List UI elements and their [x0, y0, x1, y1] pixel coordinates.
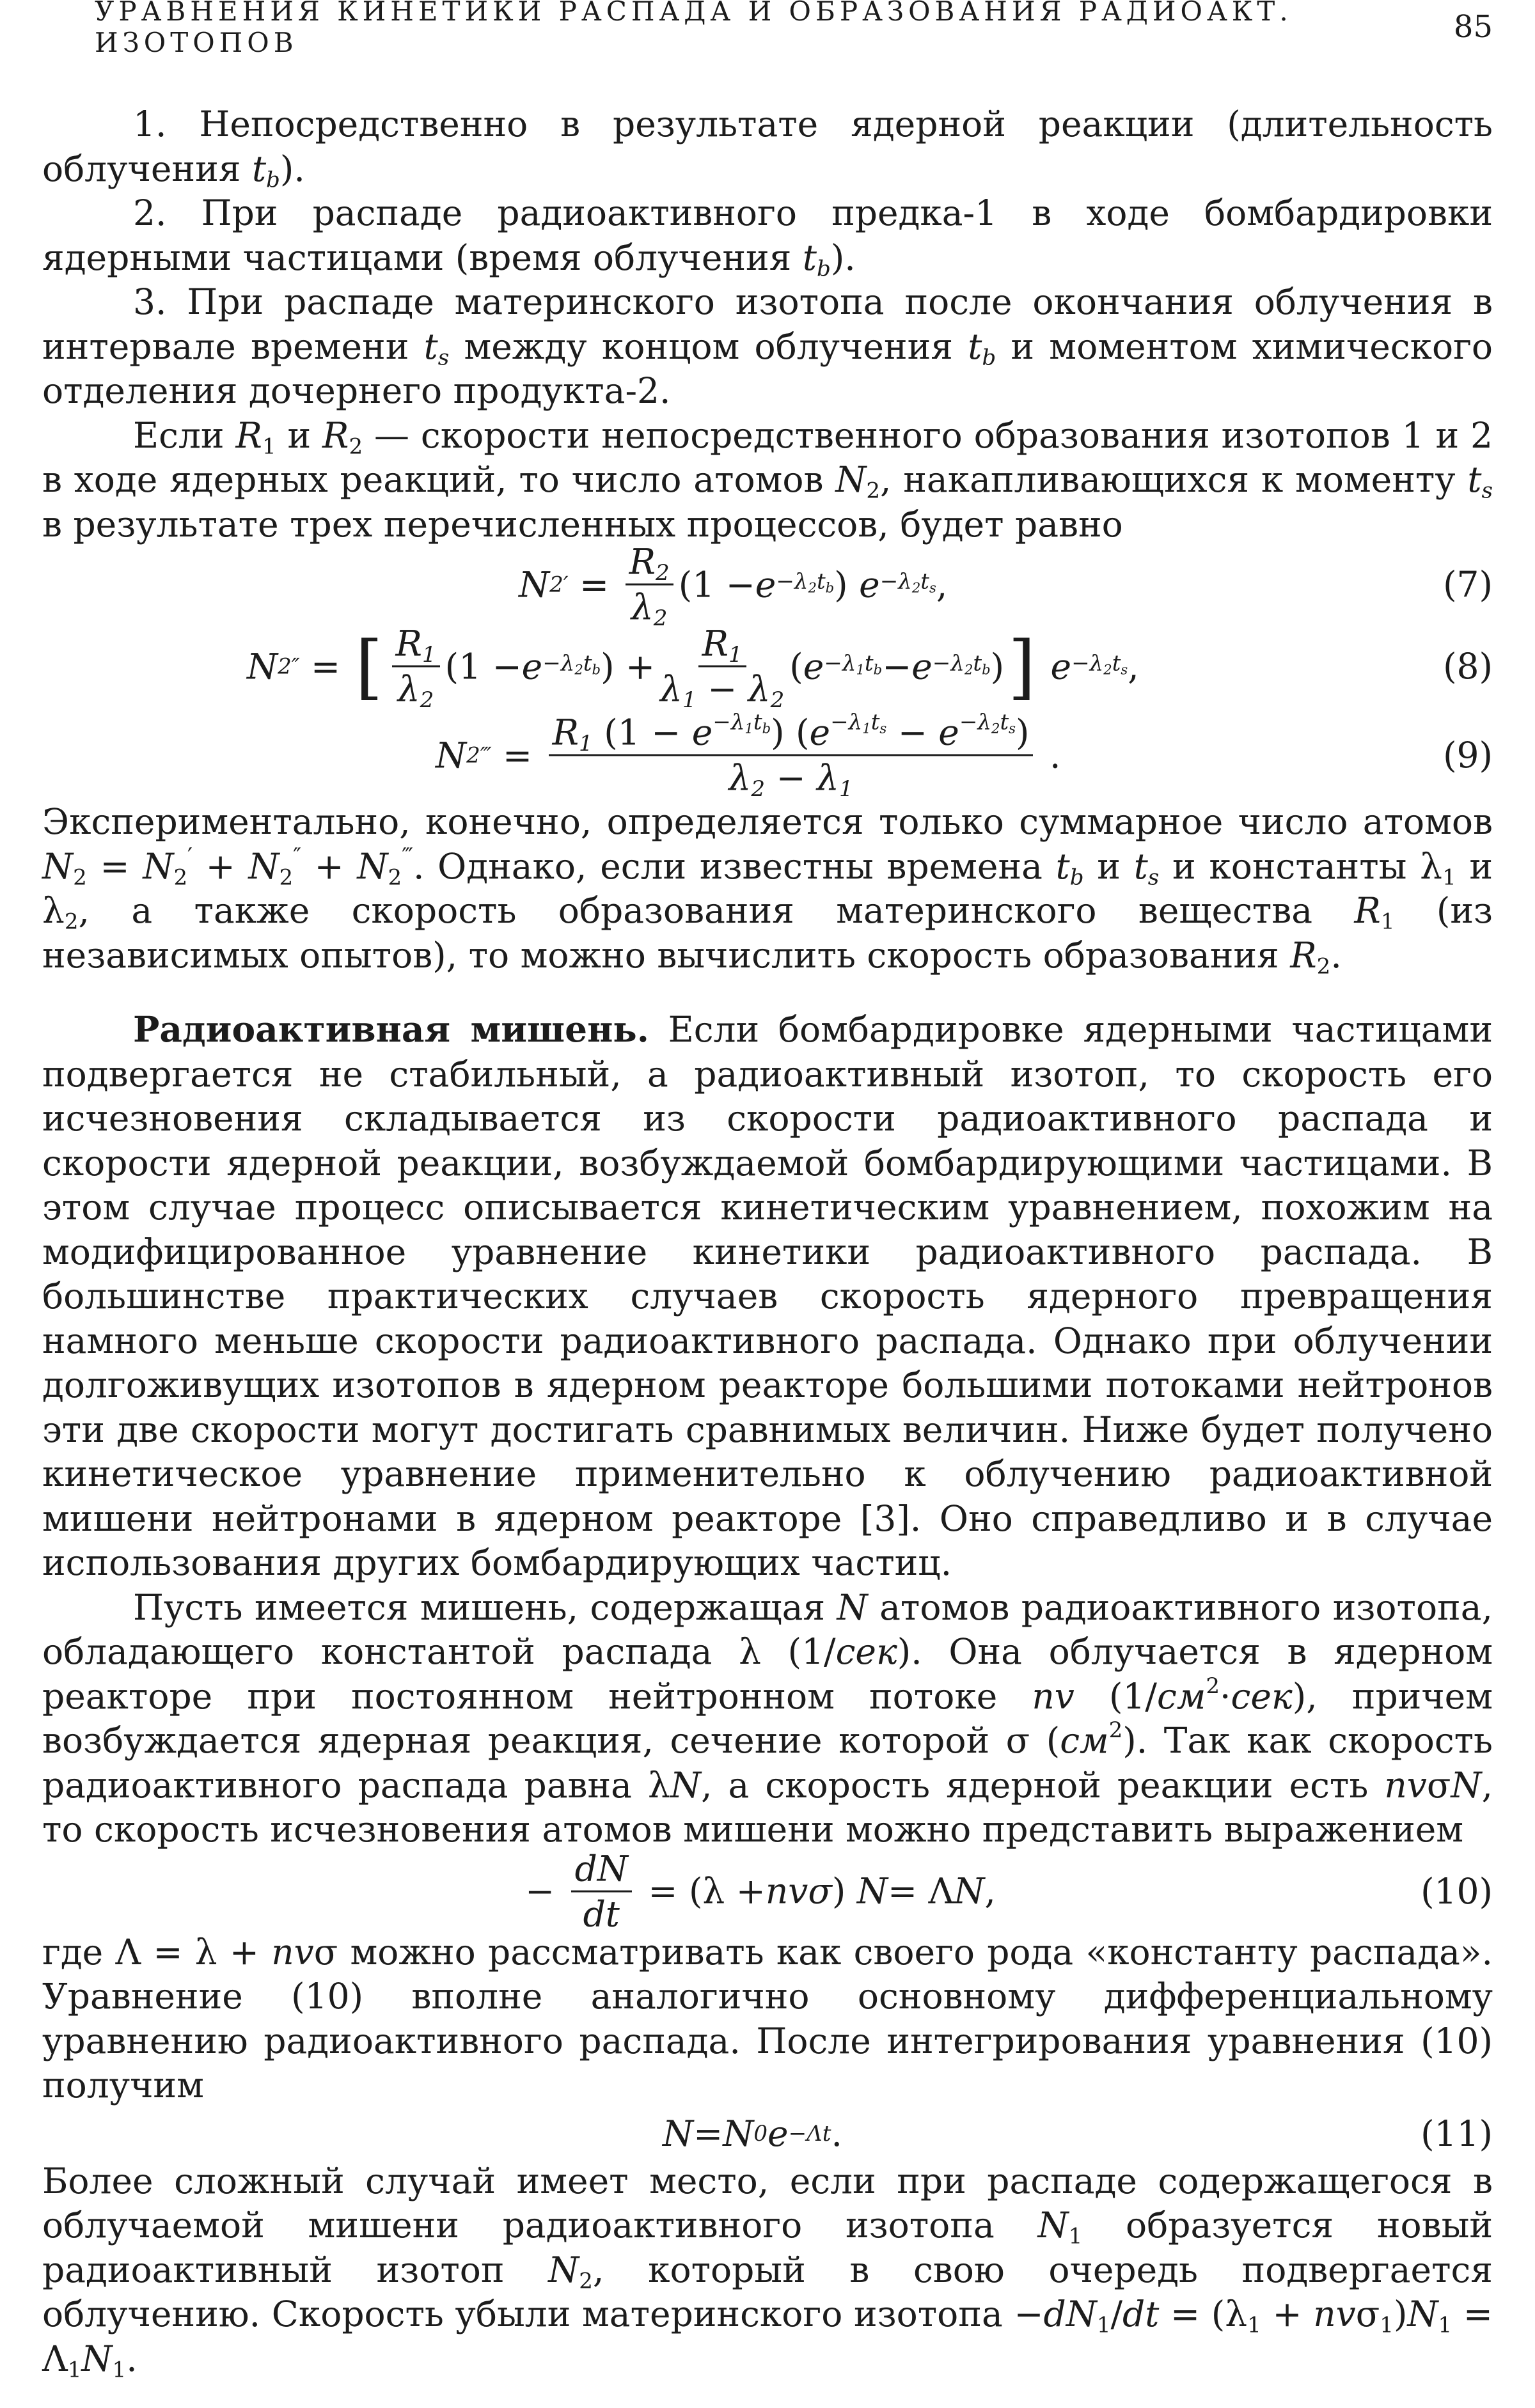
paragraph-experimental: Экспериментально, конечно, определяется только суммарное число атомов $N_2 = N_2' + N_2'' + N_2^‴$. Однако, если известны времена $t_b$ и $t_s$ и константы $\lambda_1$ и $\lambda_2$, а также скорость образования материнского вещества $R_1$ (из независимых опытов), то можно вычислить скорость образования $R_2$.: [42, 801, 1493, 980]
equation-9: N 2 ‴ = $\frac{R_1 (1 - e^{-\lambda_1t_b}) (e^{-\lambda_1t_s} - e^{-\lambda_2t_s})}{\lambda_2 - \lambda_1}$ . (9): [436, 709, 1493, 802]
equation-number: (8): [1443, 646, 1493, 687]
equation-number: (9): [1443, 735, 1493, 776]
equation-10: − $\frac{dN}{dt}$ = (λ + nvσ ) N = Λ N , (10): [525, 1848, 1493, 1934]
paragraph-target-definition: Пусть имеется мишень, содержащая N атомов радиоактивного изотопа, обладающего константой распада λ (1/сек). Она облучается в ядерном реакторе при постоянном нейтронном потоке nv $(1/см^2\cdot сек)$, причем возбуждается ядерная реакция, сечение которой σ $(см^2)$. Так как скорость радиоактивного распада равна λN, а скорость ядерной реакции есть nvσN, то скорость исчезновения атомов мишени можно представить выражением: [42, 1586, 1493, 1850]
section-heading: Радиоактивная мишень.: [133, 1008, 649, 1050]
equation-7: N 2 ′ = $\frac{R_2}{\lambda_2}$ (1 − e $-\lambda_2t_b$ ) e $-\lambda_2t_s$ , (7): [519, 541, 1493, 632]
section-spacer: [42, 978, 1493, 1007]
page-body: [42, 102, 1493, 2381]
equation-8: N 2 ″ = [ $\frac{R_1}{\lambda_2}$ (1 − e $-\lambda_2t_b$ ) + $\frac{R_1}{\lambda_1 - \lambda_2}$ ( e $-\lambda_1t_b$ − e $-\lambda_2t_b$ ) ] e $-\lambda_2t_s$ , (8): [247, 623, 1493, 714]
equation-number: (7): [1443, 564, 1493, 605]
paragraph-radioactive-target: Радиоактивная мишень. Если бомбардировке ядерными частицами подвергается не стабильный, а радиоактивный изотоп, то скорость его исчезновения складывается из скорости радиоактивного распада и скорости ядерной реакции, возбуждаемой бомбардирующими частицами. В этом случае процесс описывается кинетическим уравнением, похожим на модифицированное уравнение кинетики радиоактивного распада. В большинстве практических случаев скорость ядерного превращения намного меньше скорости радиоактивного распада. Однако при облучении долгоживущих изотопов в ядерном реакторе большими потоками нейтронов эти две скорости могут достигать сравнимых величин. Ниже будет получено кинетическое уравнение применительно к облучению радиоактивной мишени нейтронами в ядерном реакторе [3]. Оно справедливо и в случае использования других бомбардирующих частиц.: [42, 1008, 1493, 1583]
equation-number: (10): [1421, 1870, 1493, 1912]
header-title: УРАВНЕНИЯ КИНЕТИКИ РАСПАДА И ОБРАЗОВАНИЯ РАДИОАКТ. ИЗОТОПОВ: [95, 0, 1293, 58]
equation-11: N = N 0 e −Λt . (11): [663, 2113, 1493, 2154]
paragraph-rates: Если $R_1$ и $R_2$ — скорости непосредственного образования изотопов 1 и 2 в ходе ядерных реакций, то число атомов $N_2$, накапливающихся к моменту $t_s$ в результате трех перечисленных процессов, будет равно: [42, 414, 1493, 545]
paragraph-item-2: 2. При распаде радиоактивного предка-1 в ходе бомбардировки ядерными частицами (время облучения $t_b$).: [42, 192, 1493, 282]
paragraph-complex-case: Более сложный случай имеет место, если при распаде содержащегося в облучаемой мишени радиоактивного изотопа $N_1$ образуется новый радиоактивный изотоп $N_2$, который в свою очередь подвергается облучению. Скорость убыли материнского изотопа $-dN_1/dt = (\lambda_1 + nv\sigma_1)N_1 = \Lambda_1N_1$.: [42, 2160, 1493, 2383]
equation-number: (11): [1421, 2113, 1493, 2154]
paragraph-decay-constant: где Λ = λ + nvσ можно рассматривать как своего рода «константу распада». Уравнение (10) вполне аналогично основному дифференциальному уравнению радиоактивного распада. После интегрирования уравнения (10) получим: [42, 1931, 1493, 2106]
paragraph-item-3: 3. При распаде материнского изотопа после окончания облучения в интервале времени $t_s$ между концом облучения $t_b$ и моментом химического отделения дочернего продукта-2.: [42, 281, 1493, 411]
page-number: 85: [1453, 9, 1493, 45]
paragraph-item-1: 1. Непосредственно в результате ядерной реакции (длительность облучения $t_b$).: [42, 104, 1493, 193]
running-header: [95, 0, 1493, 58]
